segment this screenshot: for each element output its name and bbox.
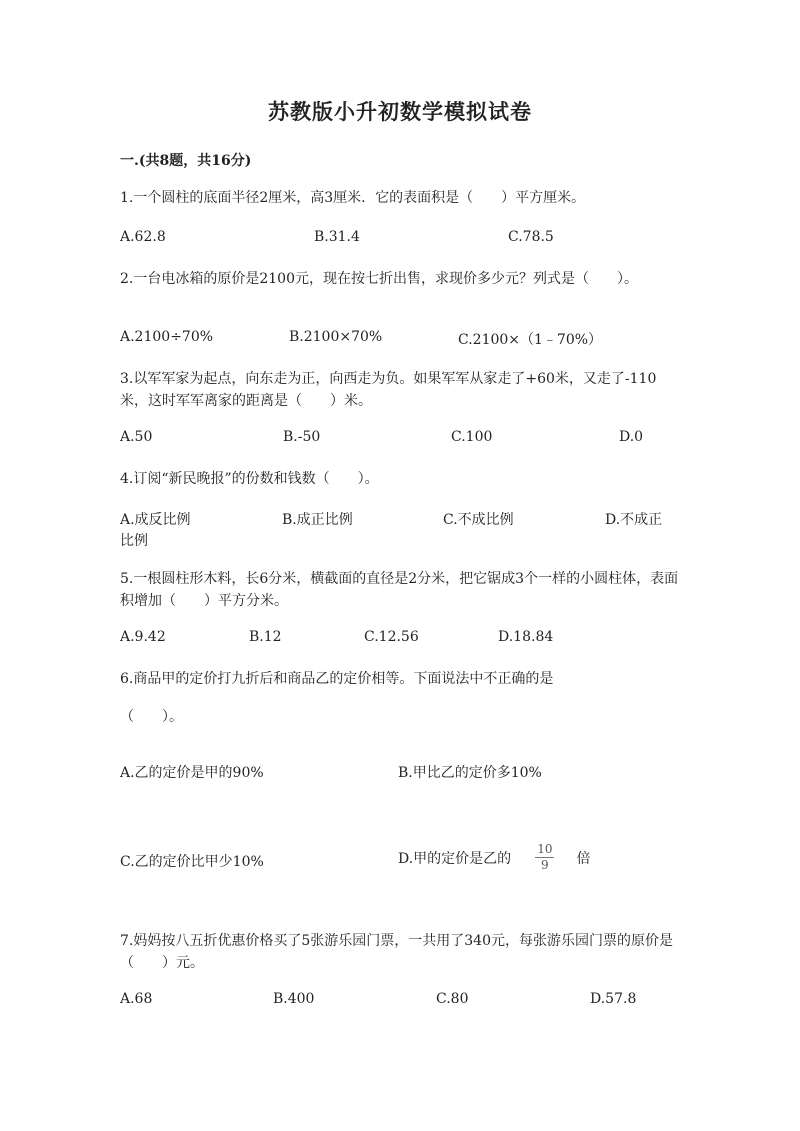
question-6-option-d <box>398 843 590 872</box>
section-heading: 一.(共8题，共16分) <box>120 153 252 169</box>
question-7-option-b: B.400 <box>273 991 315 1007</box>
question-5-option-b: B.12 <box>249 629 282 645</box>
question-3-stem: 3.以军军家为起点，向东走为正，向西走为负。如果军军从家走了+60米，又走了-110米，这时军军离家的距离是（ ）米。 <box>120 371 657 409</box>
question-2-option-c: C.2100×（1﹣70%） <box>458 332 603 348</box>
question-4-option-b: B.成正比例 <box>282 512 353 528</box>
fraction <box>535 843 554 872</box>
question-4-option-a: A.成反比例 <box>120 512 191 528</box>
question-3-option-c: C.100 <box>451 429 493 445</box>
question-3-option-b: B.-50 <box>283 429 321 445</box>
fraction-numerator: 10 <box>537 842 553 856</box>
question-6-option-d-suffix: 倍 <box>576 850 591 867</box>
question-1-stem: 1.一个圆柱的底面半径2厘米，高3厘米．它的表面积是（ ）平方厘米。 <box>120 190 586 206</box>
question-4-option-c: C.不成比例 <box>443 512 514 528</box>
question-4-option-d: D.不成正 <box>605 512 663 528</box>
question-5-option-c: C.12.56 <box>364 629 419 645</box>
question-3-option-a: A.50 <box>120 429 153 445</box>
fraction-denominator: 9 <box>541 858 549 872</box>
question-2-option-b: B.2100×70% <box>289 329 383 345</box>
question-5-stem: 5.一根圆柱形木料，长6分米，横截面的直径是2分米，把它锯成3个一样的小圆柱体，表面积增加（ ）平方分米。 <box>120 571 679 609</box>
question-2-option-a: A.2100÷70% <box>120 329 214 345</box>
question-7-option-c: C.80 <box>436 991 469 1007</box>
question-7-option-d: D.57.8 <box>590 991 637 1007</box>
question-4-stem: 4.订阅“新民晚报”的份数和钱数（ ）。 <box>120 471 379 487</box>
question-5-option-a: A.9.42 <box>120 629 166 645</box>
question-4-option-d-wrap: 比例 <box>120 533 148 549</box>
question-6-option-c: C.乙的定价比甲少10% <box>120 854 264 870</box>
question-6-stem-blank: （ ）。 <box>120 709 183 725</box>
question-6-option-d-text: D.甲的定价是乙的 <box>398 850 512 867</box>
question-6-stem: 6.商品甲的定价打九折后和商品乙的定价相等。下面说法中不正确的是 <box>120 671 554 687</box>
page-title: 苏教版小升初数学模拟试卷 <box>268 99 532 124</box>
question-3-option-d: D.0 <box>619 429 644 445</box>
question-1-option-c: C.78.5 <box>508 229 554 245</box>
question-1-option-a: A.62.8 <box>120 229 166 245</box>
question-2-stem: 2.一台电冰箱的原价是2100元，现在按七折出售，求现价多少元？列式是（ ）。 <box>120 271 638 287</box>
question-5-option-d: D.18.84 <box>498 629 554 645</box>
question-7-stem: 7.妈妈按八五折优惠价格买了5张游乐园门票，一共用了340元，每张游乐园门票的原价是（ ）元。 <box>120 933 673 971</box>
question-1-option-b: B.31.4 <box>314 229 360 245</box>
question-6-option-a: A.乙的定价是甲的90% <box>120 765 264 781</box>
question-7-option-a: A.68 <box>120 991 153 1007</box>
question-6-option-b: B.甲比乙的定价多10% <box>398 765 542 781</box>
